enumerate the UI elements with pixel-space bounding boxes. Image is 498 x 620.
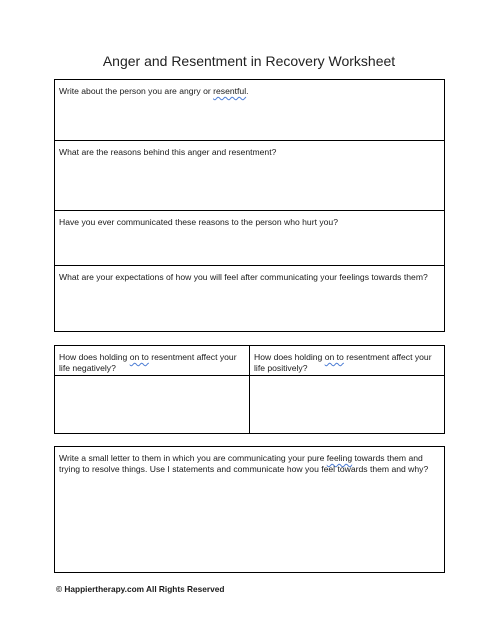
question-negative-effects xyxy=(54,348,249,375)
question-letter[interactable] xyxy=(54,449,439,573)
spellcheck-word: resentful xyxy=(213,86,247,96)
answer-negative-effects[interactable] xyxy=(54,376,249,434)
copyright-footer: © Happiertherapy.com All Rights Reserved xyxy=(56,584,225,594)
spellcheck-word: feeling xyxy=(326,453,353,463)
spellcheck-word: on to xyxy=(129,352,149,362)
row-divider xyxy=(54,140,445,141)
question-text: towards them and trying to resolve things. Use I statements and communicate how you feel towards them and why? xyxy=(59,453,429,474)
page-title: Anger and Resentment in Recovery Worksheet xyxy=(102,53,396,69)
question-text: Write about the person you are angry or xyxy=(59,86,214,96)
question-positive-effects xyxy=(249,348,445,375)
row-divider xyxy=(54,210,445,211)
question-text: How does holding xyxy=(254,352,325,362)
spellcheck-word: on to xyxy=(324,352,344,362)
question-expectations[interactable]: What are your expectations of how you will feel after communicating your feelings towards them? xyxy=(59,272,428,282)
question-person-angry[interactable] xyxy=(54,82,445,140)
row-divider xyxy=(54,265,445,266)
question-text: How does holding xyxy=(59,352,130,362)
question-text: resentment affect your life positively? xyxy=(254,352,432,373)
question-communicated[interactable]: Have you ever communicated these reasons to the person who hurt you? xyxy=(59,217,338,227)
answer-positive-effects[interactable] xyxy=(249,376,445,434)
question-text: . xyxy=(246,86,249,96)
question-text: resentment affect your life negatively? xyxy=(59,352,237,373)
question-text: Write a small letter to them in which you are communicating your pure xyxy=(59,453,327,463)
question-reasons[interactable]: What are the reasons behind this anger and resentment? xyxy=(59,147,277,157)
